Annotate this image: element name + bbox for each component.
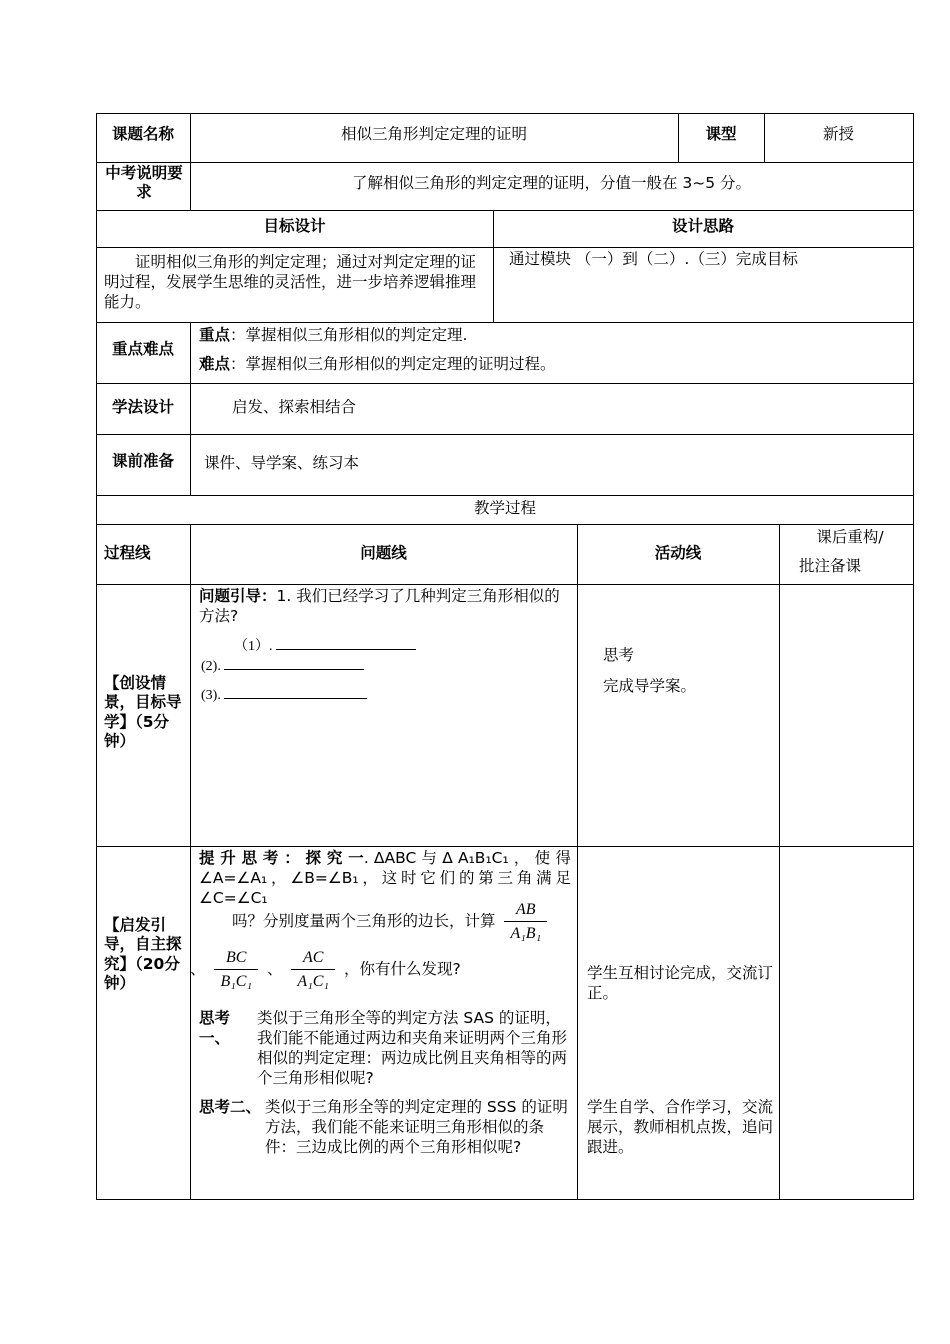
table-border xyxy=(96,113,914,114)
key-point xyxy=(199,324,909,346)
table-border xyxy=(913,113,914,1200)
explore-one-measure: 吗？分别度量两个三角形的边长，计算 $\frac{AB}{\text{A₁B₁}}$ xyxy=(232,900,577,943)
goal-text: 证明相似三角形的判定定理；通过对判定定理的证明过程，发展学生思维的灵活性，进一步培养逻辑推理能力。 xyxy=(104,253,477,312)
table-border xyxy=(96,162,914,163)
col-notes-header-1: 课后重构/ xyxy=(816,528,884,546)
method-item-1: （1）. xyxy=(234,636,534,657)
method-item-2: (2). xyxy=(201,656,501,677)
question-guide-label: 问题引导： xyxy=(199,587,277,605)
table-border xyxy=(577,524,578,1199)
table-border xyxy=(96,495,914,496)
exam-value: 了解相似三角形的判定定理的证明，分值一般在 3~5 分。 xyxy=(351,174,752,192)
blank-line xyxy=(276,636,416,650)
think-one-label: 思考一、 xyxy=(199,1009,231,1048)
blank-line xyxy=(224,685,367,699)
col-process-header: 过程线 xyxy=(104,544,151,562)
prep-value: 课件、导学案、练习本 xyxy=(204,454,360,472)
table-border xyxy=(779,524,780,1199)
explore-one-label: 提 升 思 考 ： 探 究 一 xyxy=(199,849,364,867)
process-title: 教学过程 xyxy=(473,499,536,517)
prep-label: 课前准备 xyxy=(111,452,174,470)
table-border xyxy=(96,846,914,847)
title-value: 相似三角形判定定理的证明 xyxy=(340,125,527,143)
col-notes-header-2: 批注备课 xyxy=(799,557,862,575)
blank-line xyxy=(224,656,364,670)
table-border xyxy=(96,383,914,384)
idea-text: 通过模块 （一）到（二）.（三）完成目标 xyxy=(509,250,798,268)
method-label: 学法设计 xyxy=(111,398,174,416)
table-border xyxy=(96,524,914,525)
method-value: 启发、探索相结合 xyxy=(232,398,357,416)
stage-2-activity-collaborate: 学生自学、合作学习，交流展示，教师相机点拨，追问跟进。 xyxy=(587,1098,774,1157)
keypoints-label: 重点难点 xyxy=(111,340,174,358)
col-question-header: 问题线 xyxy=(360,544,407,562)
table-border xyxy=(190,322,191,495)
type-value: 新授 xyxy=(822,125,854,143)
table-border xyxy=(96,1199,914,1200)
table-border xyxy=(96,322,914,323)
goal-header: 目标设计 xyxy=(263,217,326,235)
key-text: ：掌握相似三角形相似的判定定理. xyxy=(230,326,468,344)
col-activity-header: 活动线 xyxy=(654,544,702,562)
think-two-text: 类似于三角形全等的判定定理的 SSS 的证明方法，我们能不能来证明三角形相似的条件：三边成比例的两个三角形相似呢? xyxy=(265,1098,568,1157)
method-item-3: (3). xyxy=(201,685,501,706)
table-border xyxy=(96,584,914,585)
question-guide-text: 1. 我们已经学习了几种判定三角形相似的方法? xyxy=(199,587,560,626)
stage-1-activity-complete: 完成导学案。 xyxy=(603,677,697,695)
stage-1-question xyxy=(199,586,571,626)
title-label: 课题名称 xyxy=(111,125,174,143)
table-border xyxy=(96,113,97,1200)
ratio-bc: $\frac{BC}{\text{B₁C₁}}$ xyxy=(214,948,258,991)
key-label: 重点 xyxy=(199,326,231,344)
explore-one-ratios: 、 $\frac{BC}{\text{B₁C₁}}$ 、 $\frac{AC}{\text{A₁C₁}}$ ，你有什么发现? xyxy=(190,949,461,991)
think-one-text: 类似于三角形全等的判定方法 SAS 的证明，我们能不能通过两边和夹角来证明两个三角形相似的判定定理：两边成比例且夹角相等的两个三角形相似呢? xyxy=(257,1009,568,1088)
exam-label: 中考说明要求 xyxy=(105,164,183,202)
think-one xyxy=(199,1008,571,1089)
stage-2-label: 【启发引导，自主探究】（20分钟） xyxy=(104,916,182,993)
table-border xyxy=(190,524,191,1199)
ratio-ab: $\frac{AB}{\text{A₁B₁}}$ xyxy=(504,900,547,943)
difficulty-point xyxy=(199,353,909,375)
think-two-label: 思考二、 xyxy=(199,1098,262,1116)
explore-one-text: . ΔABC 与 Δ A₁B₁C₁ ， 使 得 ∠A=∠A₁，∠B=∠B₁，这时它们的第三角满足∠C=∠C₁ xyxy=(199,849,571,908)
difficulty-text: ：掌握相似三角形相似的判定定理的证明过程。 xyxy=(230,355,556,373)
ratio-ac: $\frac{AC}{\text{A₁C₁}}$ xyxy=(291,948,335,991)
think-two xyxy=(199,1097,571,1157)
stage-2-activity-discuss: 学生互相讨论完成，交流订正。 xyxy=(587,964,774,1003)
table-border xyxy=(96,434,914,435)
idea-header: 设计思路 xyxy=(671,217,734,235)
table-border xyxy=(96,210,914,211)
type-label: 课型 xyxy=(705,125,737,143)
stage-1-label: 【创设情景，目标导学】（5分钟） xyxy=(104,674,182,751)
stage-1-activity-think: 思考 xyxy=(603,646,635,664)
difficulty-label: 难点 xyxy=(199,355,231,373)
